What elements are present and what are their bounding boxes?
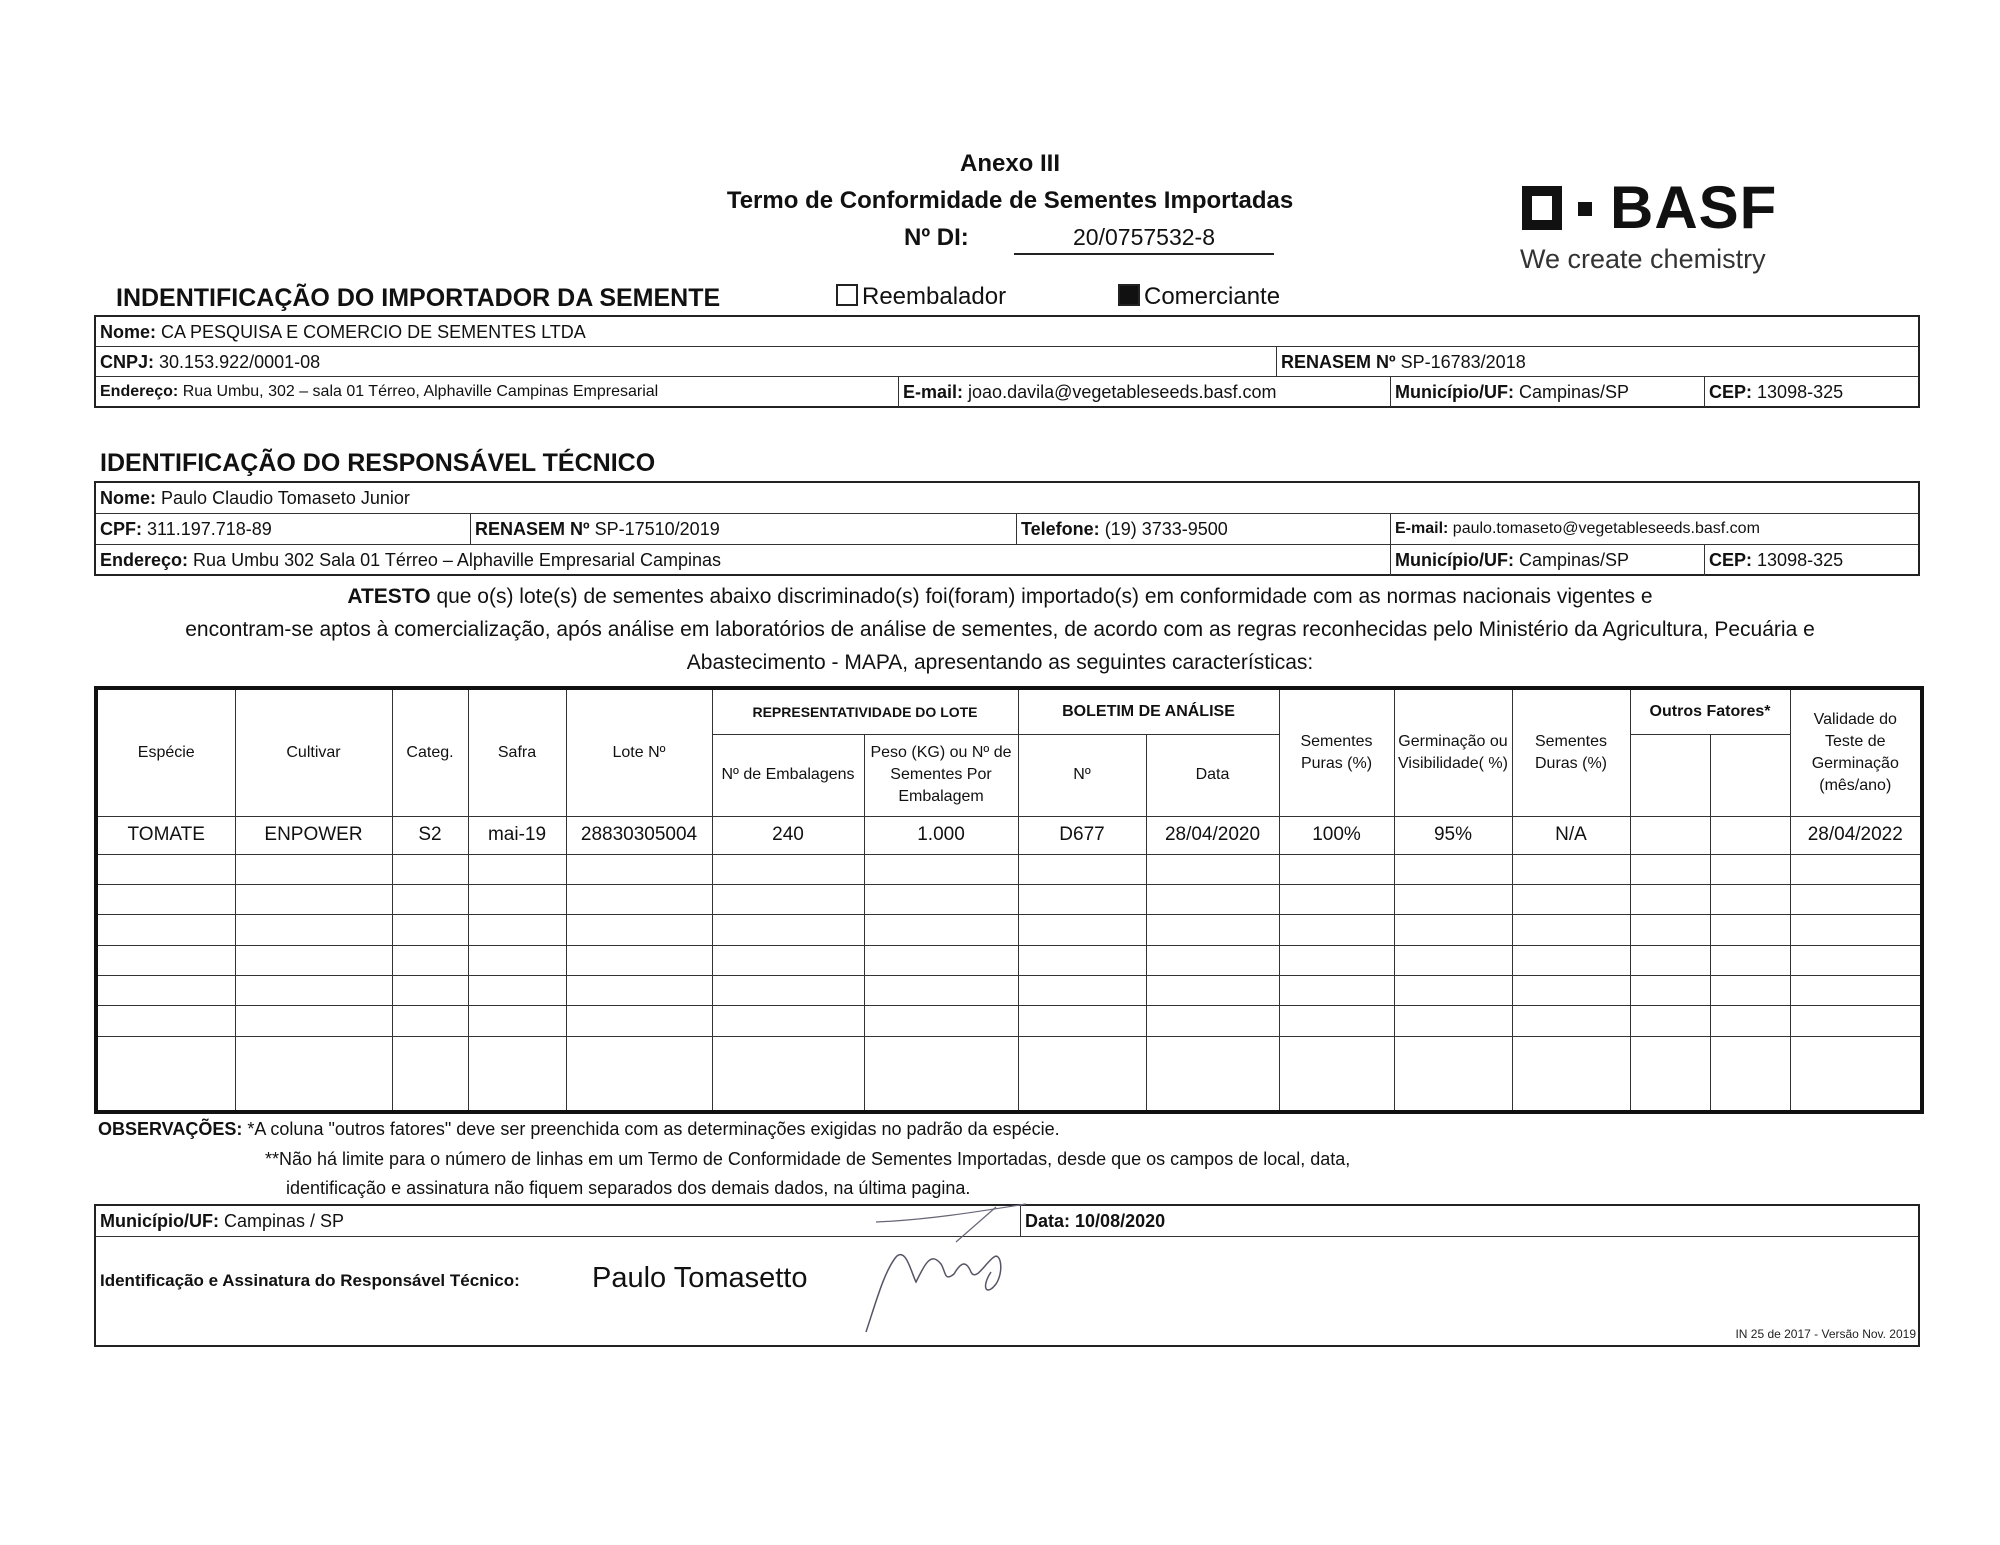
lots-table xyxy=(94,686,1924,1114)
cell-germinacao: 95% xyxy=(1394,816,1512,854)
reembalador-label: Reembalador xyxy=(862,283,1007,310)
logo-tagline: We create chemistry xyxy=(1520,244,1766,274)
comerciante-checkbox[interactable] xyxy=(1118,284,1140,306)
logo-brand: BASF xyxy=(1610,174,1778,241)
cell-embalagens: 240 xyxy=(712,816,864,854)
assinatura-name: Paulo Tomasetto xyxy=(592,1262,808,1294)
di-label: Nº DI: xyxy=(904,224,969,251)
tech-renasem-label: RENASEM Nº xyxy=(475,519,590,539)
header-validade: Validade do Teste de Germinação (mês/ano) xyxy=(1790,688,1922,816)
cell-lote: 28830305004 xyxy=(566,816,712,854)
basf-logo xyxy=(1520,174,1840,274)
cell-validade: 28/04/2022 xyxy=(1790,816,1922,854)
tech-municipio-value: Campinas/SP xyxy=(1519,550,1630,570)
empty-row xyxy=(96,884,1922,914)
signature-scribble xyxy=(836,1202,1036,1342)
header-boletim: BOLETIM DE ANÁLISE xyxy=(1018,688,1279,734)
cell-cultivar: ENPOWER xyxy=(235,816,392,854)
cell-boletim-no: D677 xyxy=(1018,816,1146,854)
header-outros: Outros Fatores* xyxy=(1630,688,1790,734)
tech-endereco-label: Endereço: xyxy=(100,550,189,570)
annex-title: Anexo III xyxy=(959,150,1061,177)
importer-cep-value: 13098-325 xyxy=(1757,382,1844,402)
importer-cep-label: CEP: xyxy=(1709,382,1753,402)
tech-cpf-label: CPF: xyxy=(100,519,142,539)
attest-bold: ATESTO xyxy=(347,585,431,608)
tech-municipio-label: Município/UF: xyxy=(1395,550,1514,570)
header-puras: Sementes Puras (%) xyxy=(1279,688,1394,816)
tech-telefone-label: Telefone: xyxy=(1021,519,1100,539)
cell-especie: TOMATE xyxy=(96,816,235,854)
technician-row-cpf xyxy=(96,514,1918,545)
header-duras: Sementes Duras (%) xyxy=(1512,688,1630,816)
cell-outros-2 xyxy=(1710,816,1790,854)
cell-outros-1 xyxy=(1630,816,1710,854)
tech-email-value: paulo.tomaseto@vegetableseeds.basf.com xyxy=(1452,520,1760,537)
cell-boletim-data: 28/04/2020 xyxy=(1146,816,1279,854)
importer-cnpj-value: 30.153.922/0001-08 xyxy=(159,352,321,372)
observations-note-1: *A coluna "outros fatores" deve ser preenchida com as determinações exigidas no padrão da espécie. xyxy=(247,1119,1060,1139)
empty-row xyxy=(96,945,1922,975)
tech-cep-value: 13098-325 xyxy=(1757,550,1844,570)
header-embalagens: Nº de Embalagens xyxy=(712,734,864,816)
footer-municipio-value: Campinas / SP xyxy=(224,1211,345,1231)
reembalador-checkbox[interactable] xyxy=(836,284,858,306)
header-boletim-no: Nº xyxy=(1018,734,1146,816)
importer-email-value: joao.davila@vegetableseeds.basf.com xyxy=(968,382,1277,402)
cell-duras: N/A xyxy=(1512,816,1630,854)
tech-nome-value: Paulo Claudio Tomaseto Junior xyxy=(161,488,410,508)
di-value: 20/0757532-8 xyxy=(1014,224,1274,255)
empty-row xyxy=(96,1006,1922,1036)
tech-email-label: E-mail: xyxy=(1395,520,1449,537)
importer-endereco-value: Rua Umbu, 302 – sala 01 Térreo, Alphaville Campinas Empresarial xyxy=(182,383,659,400)
technician-section-title: IDENTIFICAÇÃO DO RESPONSÁVEL TÉCNICO xyxy=(100,449,656,477)
technician-row-nome xyxy=(96,483,1918,514)
assinatura-label: Identificação e Assinatura do Responsável Técnico: xyxy=(100,1271,520,1290)
document-title: Termo de Conformidade de Sementes Importadas xyxy=(726,187,1294,214)
importer-renasem-label: RENASEM Nº xyxy=(1281,352,1396,372)
importer-email-label: E-mail: xyxy=(903,382,964,402)
header-peso: Peso (KG) ou Nº de Sementes Por Embalagem xyxy=(864,734,1018,816)
importer-municipio-label: Município/UF: xyxy=(1395,382,1514,402)
tech-nome-label: Nome: xyxy=(100,488,157,508)
header-categ: Categ. xyxy=(392,688,468,816)
header-lote: Lote Nº xyxy=(566,688,712,816)
importer-section-title: INDENTIFICAÇÃO DO IMPORTADOR DA SEMENTE xyxy=(116,284,721,312)
observations-label: OBSERVAÇÕES: xyxy=(98,1119,243,1139)
signature-grid xyxy=(94,1204,1920,1347)
attest-line-1-text: que o(s) lote(s) de sementes abaixo discriminado(s) foi(foram) importado(s) em conformidade com as normas nacionais vigentes e xyxy=(436,585,1653,608)
header-outros-2 xyxy=(1710,734,1790,816)
empty-row xyxy=(96,1036,1922,1112)
comerciante-label: Comerciante xyxy=(1144,283,1281,310)
empty-row xyxy=(96,854,1922,884)
importer-row-endereco xyxy=(96,377,1918,407)
table-row xyxy=(96,816,1922,854)
importer-cnpj-label: CNPJ: xyxy=(100,352,155,372)
empty-row xyxy=(96,975,1922,1005)
cell-categ: S2 xyxy=(392,816,468,854)
header-especie: Espécie xyxy=(96,688,235,816)
importer-renasem-value: SP-16783/2018 xyxy=(1400,352,1526,372)
header-boletim-data: Data xyxy=(1146,734,1279,816)
tech-cpf-value: 311.197.718-89 xyxy=(147,519,272,539)
footer-data-label: Data: xyxy=(1025,1211,1071,1231)
cell-peso: 1.000 xyxy=(864,816,1018,854)
importer-nome-value: CA PESQUISA E COMERCIO DE SEMENTES LTDA xyxy=(161,322,586,342)
header-safra: Safra xyxy=(468,688,566,816)
importer-row-nome xyxy=(96,317,1918,347)
tech-renasem-value: SP-17510/2019 xyxy=(594,519,720,539)
importer-grid xyxy=(94,315,1920,408)
tech-endereco-value: Rua Umbu 302 Sala 01 Térreo – Alphaville Empresarial Campinas xyxy=(193,550,721,570)
cell-safra: mai-19 xyxy=(468,816,566,854)
importer-nome-label: Nome: xyxy=(100,322,157,342)
observations-note-3: identificação e assinatura não fiquem separados dos demais dados, na última pagina. xyxy=(286,1178,971,1198)
header-outros-1 xyxy=(1630,734,1710,816)
footer-data-value: 10/08/2020 xyxy=(1075,1211,1166,1231)
version-note: IN 25 de 2017 - Versão Nov. 2019 xyxy=(1735,1327,1916,1341)
technician-row-endereco xyxy=(96,545,1918,576)
header-cultivar: Cultivar xyxy=(235,688,392,816)
technician-grid xyxy=(94,481,1920,576)
observations-line-1 xyxy=(98,1119,1060,1140)
cell-puras: 100% xyxy=(1279,816,1394,854)
header-germinacao: Germinação ou Visibilidade( %) xyxy=(1394,688,1512,816)
header-representatividade: REPRESENTATIVIDADE DO LOTE xyxy=(712,688,1018,734)
importer-endereco-label: Endereço: xyxy=(100,383,179,400)
empty-row xyxy=(96,915,1922,945)
observations-note-2: **Não há limite para o número de linhas em um Termo de Conformidade de Sementes Importadas, desde que os campos de local, data, xyxy=(265,1149,1351,1169)
footer-municipio-label: Município/UF: xyxy=(100,1211,219,1231)
attest-line-2: encontram-se aptos à comercialização, após análise em laboratórios de análise de sementes, de acordo com as regras reconhecidas pelo Ministério da Agricultura, Pecuária e xyxy=(185,618,1815,641)
tech-cep-label: CEP: xyxy=(1709,550,1753,570)
attest-line-1 xyxy=(90,580,1910,613)
importer-municipio-value: Campinas/SP xyxy=(1519,382,1630,402)
tech-telefone-value: (19) 3733-9500 xyxy=(1104,519,1228,539)
importer-row-cnpj xyxy=(96,347,1918,377)
attest-line-3: Abastecimento - MAPA, apresentando as seguintes características: xyxy=(686,651,1314,674)
